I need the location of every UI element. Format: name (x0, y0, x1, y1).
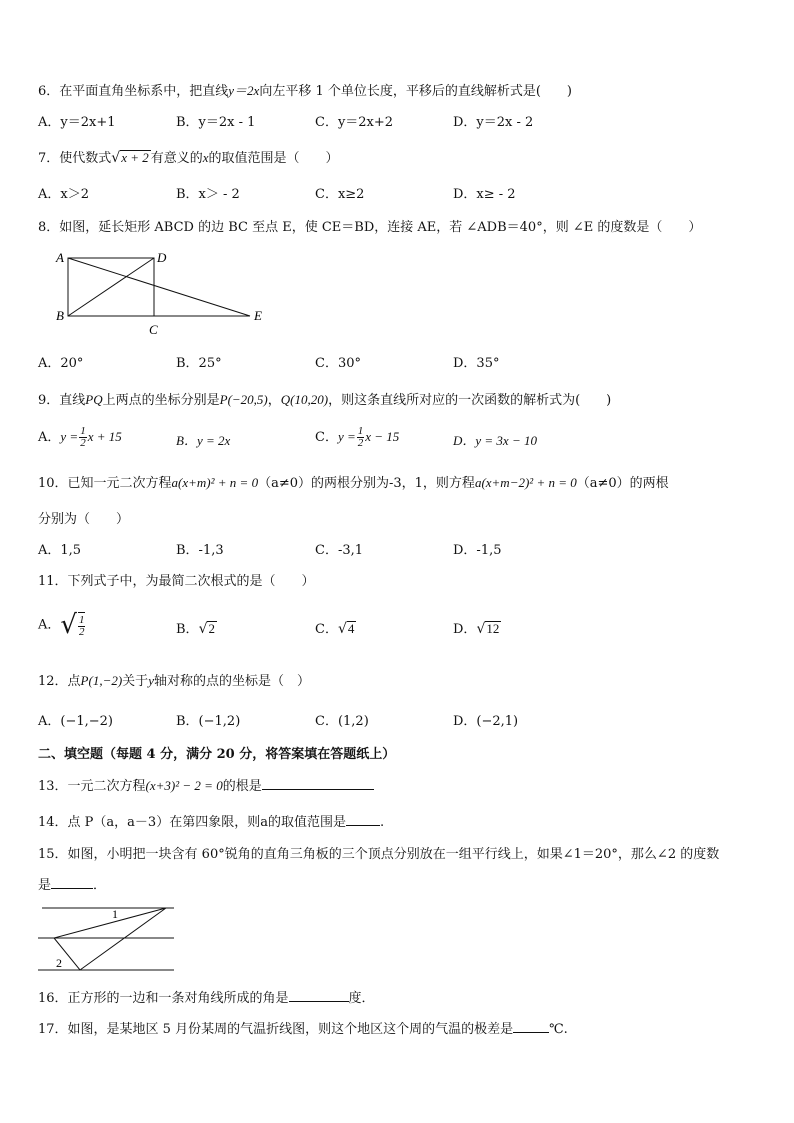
q14-text-a: 14．点 P（a，a－3）在第四象限，则a的取值范围是 (38, 815, 346, 830)
q12-option-c: C．(1,2) (315, 714, 369, 729)
q11-a-label: A． (38, 617, 61, 633)
q9-c-pre: y = (337, 429, 356, 444)
label-b: B (56, 308, 64, 323)
q12-option-b: B．(−1,2) (176, 714, 241, 729)
q9-c-label: C． (315, 430, 338, 445)
question-15-stem: 15．如图，小明把一块含有 60°锐角的直角三角板的三个顶点分别放在一组平行线上，如果∠1＝20°，那么∠2 的度数 (38, 847, 720, 862)
q9-a-post: x + 15 (87, 429, 122, 444)
q11-c-radicand: 4 (347, 621, 355, 636)
q16-text-a: 16．正方形的一边和一条对角线所成的角是 (38, 991, 289, 1006)
radical-sign-icon: √ (198, 621, 208, 637)
q11-option-c (315, 620, 356, 639)
q11-option-b (176, 620, 217, 639)
q13-text-a: 13．一元二次方程 (38, 779, 146, 794)
q15-text-b: 是 (38, 878, 52, 893)
q9-text-a: 9．直线 (38, 393, 86, 408)
q9-option-a (38, 426, 122, 449)
q13-text-b: 的根是 (222, 779, 262, 794)
q10-eq1: a(x+m)² + n = 0 (171, 475, 259, 490)
q9-line-name: PQ (85, 392, 103, 407)
q9-text-b: 上两点的坐标分别是 (102, 393, 220, 408)
q12-text-b: 关于 (122, 674, 149, 689)
q11-option-a (38, 612, 86, 638)
section-2-heading: 二、填空题（每题 4 分，满分 20 分，将答案填在答题纸上） (38, 747, 396, 762)
q8-option-b: B．25° (176, 356, 222, 371)
label-e: E (254, 308, 262, 323)
q8-option-c: C．30° (315, 356, 361, 371)
q8-option-d: D．35° (453, 356, 500, 371)
q9-point-p: P(−20,5) (219, 392, 268, 407)
q13-eq: (x+3)² − 2 = 0 (145, 778, 223, 793)
q8-option-a: A．20° (38, 356, 84, 371)
question-15-stem-cont (38, 876, 106, 895)
q9-comma: ， (267, 393, 281, 408)
q9-text-d: ，则这条直线所对应的一次函数的解析式为( ) (328, 393, 612, 408)
q13-answer-blank[interactable] (262, 777, 374, 790)
radical-sign-icon: √ (111, 150, 121, 166)
radical-sign-icon: √ (337, 621, 347, 637)
q7-text-a: 7．使代数式 (38, 151, 112, 166)
q10-text-c: （a≠0）的两根 (576, 476, 669, 491)
q11-a-den: 2 (78, 626, 85, 638)
q14-text-b: . (379, 815, 385, 830)
question-13-stem (38, 777, 374, 796)
q12-text-a: 12．点 (38, 674, 81, 689)
q7-option-a: A．x＞2 (38, 187, 89, 202)
q11-b-label: B． (176, 622, 199, 637)
q9-c-num: 1 (357, 425, 364, 437)
q7-var: x (202, 150, 209, 165)
question-16-stem (38, 989, 375, 1008)
q15-text-c: ． (93, 878, 107, 893)
radical-sign-icon: √ (476, 621, 486, 637)
question-10-stem (38, 474, 669, 493)
q7-option-c: C．x≥2 (315, 187, 365, 202)
q17-text-a: 17．如图，是某地区 5 月份某周的气温折线图，则这个地区这个周的气温的极差是 (38, 1022, 514, 1037)
q9-option-b: B．y = 2x (176, 433, 231, 448)
question-11-stem: 11．下列式子中，为最简二次根式的是（ ） (38, 574, 315, 589)
q10-option-d: D．-1,5 (453, 543, 502, 558)
q7-text-b: 有意义的 (150, 151, 203, 166)
q10-text-a: 10．已知一元二次方程 (38, 476, 172, 491)
q16-answer-blank[interactable] (289, 989, 349, 1002)
q10-eq2: a(x+m−2)² + n = 0 (474, 475, 577, 490)
q10-option-c: C．-3,1 (315, 543, 364, 558)
q12-var: y (148, 673, 154, 688)
question-6-stem (38, 82, 572, 101)
q12-option-a: A．(−1,−2) (38, 714, 113, 729)
q6-text-a: 6．在平面直角坐标系中，把直线 (38, 84, 229, 99)
question-10-stem-cont: 分别为（ ） (38, 512, 130, 527)
q10-text-b: （a≠0）的两根分别为-3，1，则方程 (258, 476, 475, 491)
q9-c-den: 2 (357, 437, 364, 449)
angle-1-label: 1 (112, 907, 118, 921)
q14-answer-blank[interactable] (346, 813, 380, 826)
q11-d-label: D． (453, 622, 477, 637)
q17-answer-blank[interactable] (513, 1020, 549, 1033)
label-d: D (157, 250, 167, 265)
q15-parallel-lines-figure (36, 900, 178, 976)
q17-text-b: ℃. (549, 1022, 568, 1037)
q9-c-fraction (357, 426, 365, 449)
q9-a-den: 2 (80, 437, 86, 449)
question-12-stem (38, 672, 310, 691)
q6-math: y＝2x (228, 83, 260, 98)
q12-text-c: 轴对称的点的坐标是（ ） (153, 674, 310, 689)
angle-2-label: 2 (56, 956, 62, 970)
q7-text-c: 的取值范围是（ ） (208, 151, 339, 166)
label-a: A (56, 250, 64, 265)
q9-a-label: A． (38, 430, 61, 445)
q7-option-d: D．x≥ - 2 (453, 187, 516, 202)
question-8-stem: 8．如图，延长矩形 ABCD 的边 BC 至点 E，使 CE＝BD，连接 AE，若 ∠ADB＝40°，则 ∠E 的度数是（ ） (38, 220, 702, 235)
question-14-stem (38, 813, 384, 832)
q9-a-fraction (79, 426, 87, 449)
question-17-stem (38, 1020, 568, 1039)
q6-text-b: 向左平移 1 个单位长度，平移后的直线解析式是( ) (259, 84, 573, 99)
q6-option-a: A．y＝2x+1 (38, 115, 116, 130)
q11-option-d (453, 620, 501, 639)
q12-option-d: D．(−2,1) (453, 714, 519, 729)
question-9-stem (38, 391, 611, 410)
radical-sign-icon: √ (60, 610, 77, 640)
q9-a-pre: y = (60, 429, 79, 444)
q10-option-b: B．-1,3 (176, 543, 224, 558)
q9-c-post: x − 15 (365, 429, 400, 444)
q16-text-b: 度． (348, 991, 375, 1006)
q9-point-q: Q(10,20) (280, 392, 329, 407)
label-c: C (149, 322, 158, 336)
q11-d-radicand: 12 (486, 621, 500, 636)
q6-option-c: C．y＝2x+2 (315, 115, 394, 130)
q11-a-num: 1 (78, 614, 85, 626)
q7-option-b: B．x＞ - 2 (176, 187, 240, 202)
q7-radicand: x + 2 (121, 150, 149, 165)
q10-option-a: A．1,5 (38, 543, 82, 558)
q9-option-d: D．y = 3x − 10 (453, 433, 537, 448)
q11-c-label: C． (315, 622, 338, 637)
question-7-stem (38, 149, 339, 168)
q11-b-radicand: 2 (208, 621, 215, 636)
q6-option-b: B．y＝2x - 1 (176, 115, 256, 130)
q15-answer-blank[interactable] (51, 876, 93, 889)
q8-rectangle-figure (54, 250, 274, 336)
q11-a-fraction (78, 612, 86, 638)
q9-a-num: 1 (80, 425, 86, 437)
q12-point: P(1,−2) (80, 673, 123, 688)
q6-option-d: D．y＝2x - 2 (453, 115, 534, 130)
q9-option-c (315, 426, 399, 449)
